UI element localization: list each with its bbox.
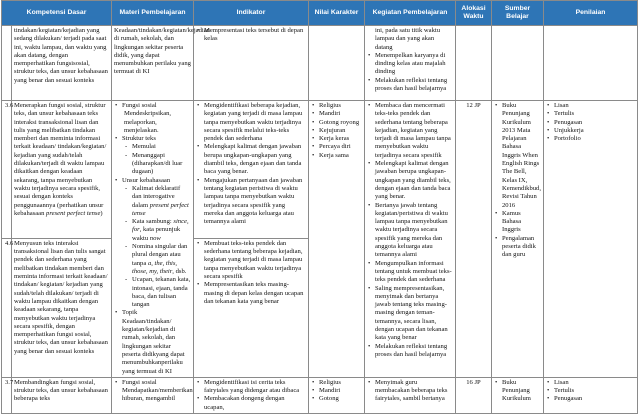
header-alokasi-waktu: Alokasi Waktu [456, 1, 492, 26]
cell-nilai [309, 377, 365, 413]
list-item: - Memulai [124, 143, 191, 151]
text: , kata penunjuk waktu [132, 226, 181, 242]
list-item: • Membaca dan mencermati teks-teks pendek dan sederhana tentang beberapa kejadian, kegiatan yang terjadi di masa lampau tanpa menyebutkan waktu terjadinya secara spesifik [367, 102, 453, 160]
list-item: • Menempelkan karyanya di dinding kelas atau majalah dinding [367, 52, 453, 77]
list-item: • Gotong royong [311, 119, 362, 127]
list-item: • Percaya diri [311, 143, 362, 151]
list-item: • Kerja sama [311, 152, 362, 160]
list-item: • Bertanya jawab tentang kegiatan/peristiwa di waktu lampau tanpa menyebutkan waktu terjadinya secara spesifik yang mereka dan anggota keluarga atau temannya alami [367, 202, 453, 260]
kd-end: ) [100, 209, 103, 217]
list-item: • Fungsi sosial [114, 102, 191, 110]
text: Nomina singular dan plural dengan atau tanpa [132, 243, 188, 267]
list-item: • Struktur teks [114, 135, 191, 143]
list-item: • Membacakan dongeng dengan ucapan, [196, 395, 306, 412]
list-item: • Mengidentifikasi beberapa kejadian, kegiatan yang terjadi di masa lampau tanpa menyebutkan waktu terjadinya secara spesifik melalui teks-teks pendek dan sederhana [196, 102, 306, 143]
cell-materi [112, 377, 194, 413]
cell-kegiatan [365, 26, 456, 101]
list-item [124, 243, 191, 276]
list-item: • Unsur kebahasaan [114, 177, 191, 185]
list-item: • Mempresentasikan teks masing-masing di depan kelas dengan ucapan dan tekanan kata yang benar [196, 281, 306, 306]
cell-kegiatan [365, 101, 456, 378]
list-item: • Religius [311, 379, 362, 387]
list-item: • Topik [114, 309, 191, 317]
list-item: • Pengalaman peserta didik dan guru [494, 235, 541, 260]
text-italic: now [149, 234, 161, 242]
header-kompetensi-dasar: Kompetensi Dasar [2, 1, 112, 26]
list-item: • Melakukan refleksi tentang proses dan hasil belajarnya [367, 77, 453, 94]
list-item: • Melakukan refleksi tentang proses dan hasil belajarnya [367, 343, 453, 360]
list-item: • Tertulis [546, 387, 635, 395]
cell-indikator [194, 101, 309, 239]
cell-penilaian [544, 377, 638, 413]
list-item: • Fungsi sosial [114, 379, 191, 387]
list-item [124, 218, 191, 243]
list-item: • Membuat teks-teks pendek dan sederhana tentang beberapa kejadian, kegiatan yang terjadi di masa lampau tanpa menyebutkan waktu terjadinya secara spesifik [196, 240, 306, 281]
table-row [2, 377, 638, 413]
cell-penilaian [544, 26, 638, 101]
list-item: • Lisan [546, 102, 635, 110]
list-item: • Unjukkerja [546, 127, 635, 135]
cell-kd [12, 101, 112, 239]
header-sumber-belajar: Sumber Belajar [492, 1, 544, 26]
materi-text: Mendapatkan/memberikan hiburan, mengambil [122, 387, 193, 403]
cell-kegiatan [365, 377, 456, 413]
list-item: • Melengkapi kalimat dengan jawaban berupa ungkapan-ungkapan yang diambil teks, dengan ejaan dan tanda baca yang benar. [367, 160, 453, 201]
text: , dsb. [172, 267, 187, 275]
cell-no [2, 26, 12, 101]
cell-sumber [492, 377, 544, 413]
header-nilai-karakter: Nilai Karakter [309, 1, 365, 26]
cell-sumber [492, 26, 544, 101]
cell-alokasi [456, 26, 492, 101]
header-penilaian: Penilaian [544, 1, 638, 26]
table-row [2, 26, 638, 101]
materi-fungsi-line: melaporkan, [124, 118, 157, 126]
list-item: • Menyimak guru membacakan beberapa teks fairytales, sambil bertanya [367, 379, 453, 404]
list-item [124, 185, 191, 218]
text-italic: a, the, this, those, my, their [132, 259, 178, 275]
cell-kd: tindakan/kegiatan/kejadian yang sedang dilakukan/ terjadi pada saat ini, waktu lampau, dan waktu yang akan datang, dengan memperhatikan fungsisosial, struktur teks, dan unsur kebahasaan yang benar dan sesuai konteks [12, 26, 112, 101]
cell-nilai [309, 101, 365, 378]
cell-indikator [194, 377, 309, 413]
kd-italic: present perfect tense [46, 209, 101, 217]
text: Kata sambung: [132, 218, 174, 226]
cell-kd: Membandingkan fungsi sosial, struktur teks, dan unsur kebahasaan beberapa teks [12, 377, 112, 413]
list-item: • Kamus Bahasa Inggris [494, 210, 541, 235]
list-item: • Penugasan [546, 395, 635, 403]
table-row [2, 101, 638, 239]
cell-indikator [194, 238, 309, 377]
list-item: • Penugasan [546, 119, 635, 127]
materi-topik-text: Keadaan/tindakan/ kegiatan/kejadian di rumah, sekolah, dan lingkungan sekitar peserta didikyang dapat menumbuhkanperilaku yang termuat di KI [122, 317, 185, 375]
kd-text: Menerapkan fungsi sosial, struktur teks, dan unsur kebahasaan teks interaksi transaksional lisan dan tulis yang melibatkan tindakan memberi dan meminta informasi terkait keadaan/ tindakan/kegiatan/ kejadian yang sudah/telah dilakukan/terjadi di waktu lampau dikaitkan dengan keadaan sekarang, tanpa menyebutkan waktu terjadinya secara spesifik, sesuai dengan konteks penggunaannya (perhatikan unsur kebahasaan [14, 102, 107, 217]
header-row [2, 1, 638, 26]
list-item: • Mandiri [311, 110, 362, 118]
list-item: • Kejujuran [311, 127, 362, 135]
list-item: • Mengumpulkan informasi tentang untuk membuat teks-teks pendek dan sederhana [367, 260, 453, 285]
list-item: • Melengkapi kalimat dengan jawaban berupa ungkapan-ungkapan yang diambil teks, dengan ejaan dan tanda baca yang benar. [196, 143, 306, 176]
list-item: • Buku Penunjang Kurikulum 2013 Mata Pelajaran Bahasa Inggris When English Rings The Bell, Kelas IX, Kemendikbud, Revisi Tahun 2016 [494, 102, 541, 210]
text-italic: since, for [132, 218, 189, 234]
list-item: • Lisan [546, 379, 635, 387]
cell-alokasi: 12 JP [456, 101, 492, 378]
list-item: • Mengidentifikasi isi cerita teks fairytales yang didengar atau dibaca [196, 379, 306, 396]
cell-nilai [309, 26, 365, 101]
list-item: • Saling mempresentasikan, menyimak dan bertanya jawab tentang teks masing-masing dengan teman-temannya, secara lisan, dengan ucapan dan tekanan kata yang benar [367, 285, 453, 343]
list-item: • Mempresentasi teks tersebut di depan kelas [196, 27, 306, 44]
materi-fungsi-line: Mendeskripsikan, [124, 110, 172, 118]
kegiatan-continuation: ini, pada satu titik waktu lampau dan yang akan datang [375, 27, 441, 51]
cell-materi: Keadaan/tindakan/kegiatan/kejadian di rumah, sekolah, dan lingkungan sekitar peserta didik, yang dapat menumbuhkan perilaku yang termuat di KI [112, 26, 194, 101]
cell-no: 3.6 [2, 101, 12, 239]
materi-fungsi [114, 110, 191, 135]
header-kegiatan: Kegiatan Pembelajaran [365, 1, 456, 26]
text-italic: present perfect tense [132, 201, 189, 217]
list-item: • Tertulis [546, 110, 635, 118]
header-materi: Materi Pembelajaran [112, 1, 194, 26]
list-item: • Gotong [311, 395, 362, 403]
materi-fungsi-line: menjelaskan. [124, 126, 159, 134]
list-item: • Mandiri [311, 387, 362, 395]
cell-no: 3.7 [2, 377, 12, 413]
cell-no: 4.6 [2, 238, 12, 377]
list-item: - Menanggapi (diharapkan/di luar dugaan) [124, 152, 191, 177]
text: Kalimat deklaratif dan interogative dalam [132, 184, 181, 209]
cell-penilaian [544, 101, 638, 378]
cell-kd: Menyusun teks interaksi transaksional lisan dan tulis sangat pendek dan sederhana yang melibatkan tindakan memberi dan meminta informasi terkait keadaan/ tindakan/ kegiatan/ kejadian yang sudah/telah dilakukan/ terjadi di waktu lampau dikaitkan dengan keadaan sekarang, tanpa menyebutkan waktu terjadinya secara spesifik, dengan memperhatikan fungsi sosial, struktur teks, dan unsur kebahasaan yang benar dan sesuai konteks [12, 238, 112, 377]
cell-indikator [194, 26, 309, 101]
list-item: • Mengajukan pertanyaan dan jawaban tentang kegiatan peristiwa di waktu lampau tanpa menyebutkan waktu terjadinya secara spesifik yang mereka dan anggota keluarga atau temannya alami [196, 177, 306, 227]
cell-materi [112, 101, 194, 378]
syllabus-table [1, 0, 638, 414]
cell-alokasi: 16 JP [456, 377, 492, 413]
list-item: • Portofolio [546, 135, 635, 143]
list-item: • Kerja keras [311, 135, 362, 143]
list-item: • Religius [311, 102, 362, 110]
list-item: - Ucapan, tekanan kata, intonasi, ejaan, tanda baca, dan tulisan tangan [124, 276, 191, 309]
header-indikator: Indikator [194, 1, 309, 26]
list-item: • Buku Penunjang Kurikulum [494, 379, 541, 404]
cell-sumber [492, 101, 544, 378]
